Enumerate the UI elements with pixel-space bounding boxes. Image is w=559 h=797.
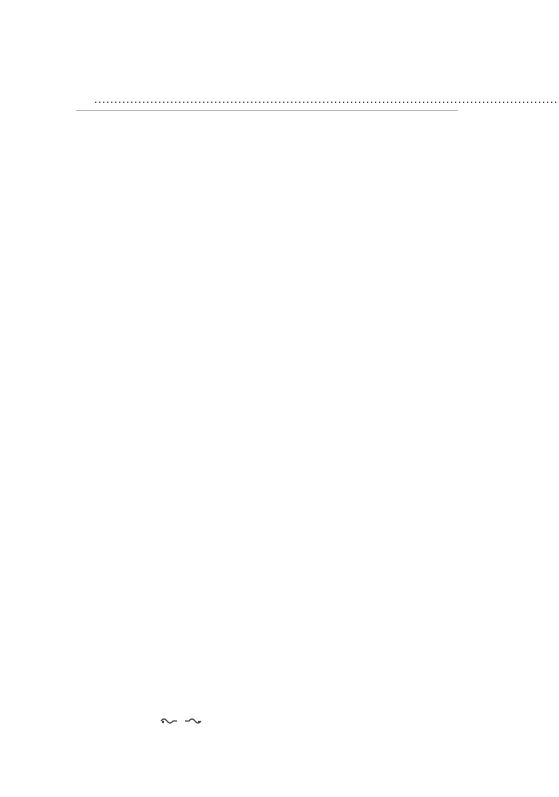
left-ornament-icon — [160, 717, 178, 725]
right-ornament-icon — [184, 717, 202, 725]
running-footer — [160, 711, 460, 731]
table-of-contents — [76, 66, 458, 111]
toc-leader-dots — [94, 91, 559, 107]
toc-entry-multiline[interactable] — [76, 66, 458, 111]
